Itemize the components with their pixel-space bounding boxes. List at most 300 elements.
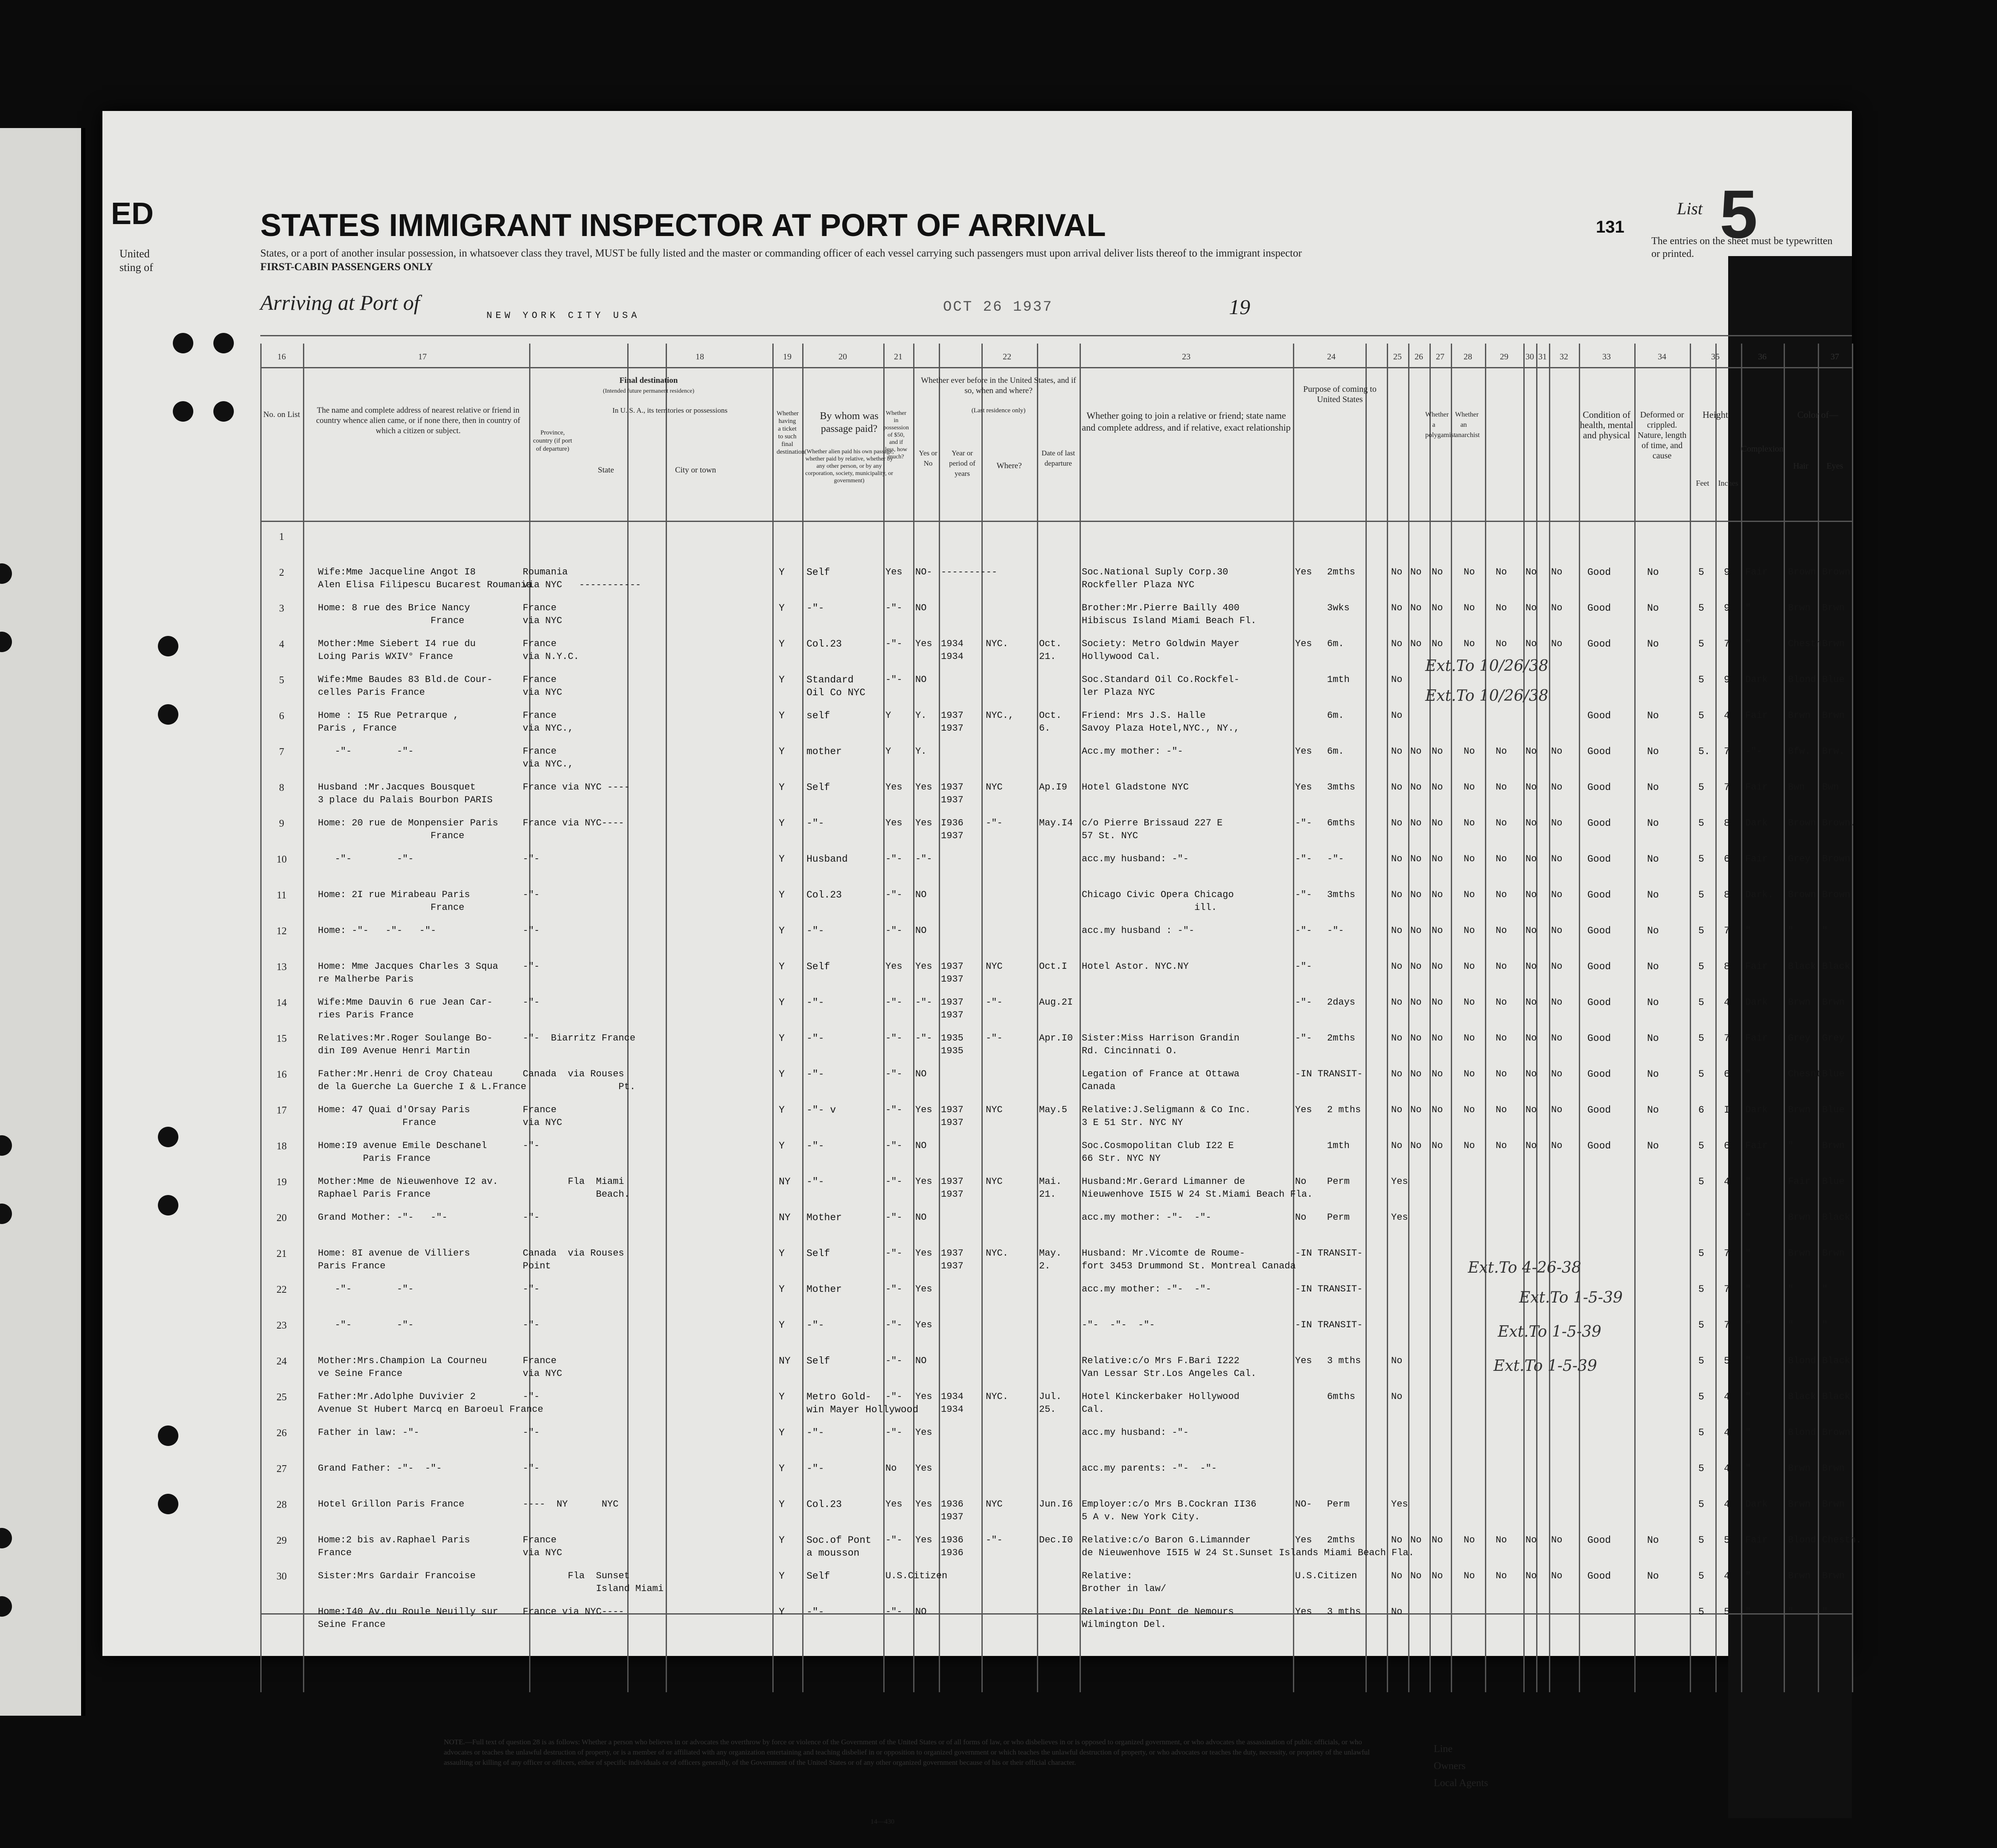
- row-number: 8: [279, 782, 284, 793]
- col29-cell: No: [1496, 1571, 1507, 1581]
- nearest-relative-cell: Hotel Grillon Paris France: [318, 1499, 465, 1510]
- hair-cell: ": [1788, 1140, 1794, 1151]
- header-hair: Hair: [1793, 461, 1808, 471]
- complexion-cell: Dark.: [1745, 889, 1774, 900]
- row-number: 1: [279, 531, 284, 542]
- fifty-dollars-cell: No: [885, 1463, 897, 1474]
- column-rule: [1818, 344, 1819, 1692]
- anarchist-cell: No: [1410, 925, 1422, 936]
- health-cell: Good: [1587, 889, 1611, 901]
- header-before-us: Whether ever before in the United States, and if so, when and where?: [921, 376, 1076, 395]
- col28-cell: No: [1464, 1105, 1475, 1115]
- punch-hole: [0, 1204, 12, 1224]
- polygamist-cell: No: [1391, 638, 1403, 649]
- punch-hole: [158, 636, 178, 656]
- passage-paid-cell: Self: [806, 782, 830, 793]
- stay-cell: 2mths: [1327, 1033, 1356, 1044]
- hair-cell: Grey: [1788, 854, 1811, 864]
- nearest-relative-cell: Wife:Mme Baudes 83 Bld.de Cour- celles Paris France: [318, 674, 493, 698]
- height-feet-cell: 5: [1698, 1427, 1704, 1438]
- purpose-cell: Yes: [1295, 567, 1312, 577]
- fifty-dollars-cell: -"-: [885, 1140, 902, 1151]
- before-us-cell: Yes: [915, 1499, 932, 1510]
- passage-paid-cell: -"-: [806, 925, 824, 936]
- polygamist-cell: No: [1391, 925, 1403, 936]
- height-feet-cell: 5: [1698, 1463, 1704, 1474]
- health-cell: Good: [1587, 746, 1611, 757]
- fifty-dollars-cell: -"-: [885, 1606, 902, 1617]
- col30-cell: No: [1525, 1535, 1537, 1545]
- passage-paid-cell: Self: [806, 961, 830, 972]
- eyes-cell: Blue: [1822, 1176, 1845, 1187]
- join-relative-cell: Brother:Mr.Pierre Bailly 400 Hibiscus Island Miami Beach Fl.: [1082, 603, 1257, 626]
- height-inches-cell: 4: [1724, 1391, 1730, 1402]
- column-rule: [529, 344, 530, 1692]
- height-inches-cell: 4: [1724, 710, 1730, 721]
- join-relative-cell: Relative:J.Seligmann & Co Inc. 3 E 51 Str. NYC NY: [1082, 1105, 1251, 1128]
- header-bottom-border: [260, 521, 1852, 522]
- column-number: 37: [1831, 352, 1839, 361]
- col30-cell: No: [1525, 638, 1537, 649]
- col28-cell: No: [1464, 1571, 1475, 1581]
- col29-cell: No: [1496, 567, 1507, 577]
- row-number: 22: [277, 1284, 287, 1295]
- ticket-cell: Y: [779, 1248, 785, 1259]
- handwritten-extension: Ext.To 1-5-39: [1519, 1289, 1623, 1306]
- nearest-relative-cell: Mother:Mrs.Champion La Courneu ve Seine France: [318, 1355, 487, 1379]
- header-state: State: [598, 466, 614, 475]
- passage-paid-cell: Husband: [806, 854, 848, 865]
- deformed-cell: No: [1647, 961, 1659, 972]
- eyes-cell: Black: [1822, 961, 1851, 972]
- header-polygamist: Whether a polygamist: [1425, 411, 1456, 439]
- destination-cell: France via NYC: [523, 674, 562, 698]
- complexion-cell: Fair: [1745, 567, 1768, 577]
- hair-cell: Brwn: [1788, 1571, 1811, 1581]
- before-us-cell: -"-: [915, 854, 932, 864]
- before-us-cell: NO: [915, 925, 927, 936]
- join-relative-cell: Relative: Brother in law/: [1082, 1571, 1167, 1594]
- where-cell: NYC.: [986, 638, 1008, 649]
- date-left-cell: Oct. 6.: [1039, 710, 1062, 734]
- column-number: 32: [1560, 352, 1568, 361]
- passage-paid-cell: Col.23: [806, 1499, 842, 1510]
- col31-cell: No: [1551, 603, 1563, 613]
- eyes-cell: Blue: [1822, 674, 1845, 685]
- col30-cell: No: [1525, 854, 1537, 864]
- row-number: 20: [277, 1213, 287, 1224]
- ticket-cell: Y: [779, 1499, 785, 1510]
- punch-hole: [158, 1195, 178, 1215]
- eyes-cell: ": [1822, 1606, 1828, 1617]
- col30-cell: No: [1525, 1069, 1537, 1079]
- health-cell: Good: [1587, 818, 1611, 829]
- fifty-dollars-cell: Y: [885, 710, 891, 721]
- fifty-dollars-cell: Yes: [885, 567, 902, 577]
- eyes-cell: ": [1822, 1320, 1828, 1330]
- col29-cell: No: [1496, 1069, 1507, 1079]
- join-relative-cell: Friend: Mrs J.S. Halle Savoy Plaza Hotel,NYC., NY.,: [1082, 710, 1240, 734]
- date-left-cell: Jul. 25.: [1039, 1391, 1062, 1415]
- eyes-cell: Brown: [1822, 567, 1851, 577]
- arriving-label: Arriving at Port of: [260, 291, 420, 315]
- ticket-cell: Y: [779, 1606, 785, 1618]
- col29-cell: No: [1496, 1105, 1507, 1115]
- col29-cell: No: [1496, 818, 1507, 828]
- ticket-cell: Y: [779, 1284, 785, 1295]
- height-feet-cell: 5: [1698, 1284, 1704, 1295]
- header-ticket: Whether having a ticket to such final destination: [777, 410, 805, 455]
- col27-cell: No: [1432, 1069, 1443, 1079]
- before-us-cell: Yes: [915, 1105, 932, 1115]
- col27-cell: No: [1432, 818, 1443, 828]
- polygamist-cell: Yes: [1391, 1499, 1408, 1510]
- join-relative-cell: Hotel Gladstone NYC: [1082, 782, 1189, 793]
- page-number: 131: [1596, 218, 1624, 236]
- health-cell: Good: [1587, 1571, 1611, 1582]
- join-relative-cell: acc.my husband: -"-: [1082, 1427, 1189, 1438]
- complexion-cell: Fair: [1745, 854, 1768, 864]
- destination-cell: -"-: [523, 1140, 540, 1151]
- deformed-cell: No: [1647, 1140, 1659, 1151]
- hair-cell: ": [1788, 1320, 1794, 1330]
- join-relative-cell: acc.my mother: -"- -"-: [1082, 1212, 1211, 1223]
- ticket-cell: Y: [779, 1033, 785, 1044]
- complexion-cell: Dark: [1745, 818, 1768, 828]
- eyes-cell: Blue: [1822, 1069, 1845, 1079]
- fifty-dollars-cell: -"-: [885, 854, 902, 864]
- destination-cell: France via NYC.,: [523, 710, 573, 734]
- column-rule: [802, 344, 803, 1692]
- col27-cell: No: [1432, 1571, 1443, 1581]
- purpose-cell: -"-: [1295, 818, 1312, 828]
- height-feet-cell: 5: [1698, 674, 1704, 685]
- row-number: 17: [277, 1105, 287, 1116]
- footer-line-label: Line: [1434, 1743, 1453, 1755]
- row-number: 13: [277, 962, 287, 973]
- passage-paid-cell: self: [806, 710, 830, 721]
- passage-paid-cell: -"-: [806, 997, 824, 1008]
- purpose-cell: U.S.Citizen: [1295, 1571, 1357, 1581]
- date-left-cell: Oct.I: [1039, 961, 1068, 972]
- destination-cell: -"-: [523, 961, 540, 972]
- col28-cell: No: [1464, 1033, 1475, 1044]
- header-where: Where?: [996, 461, 1022, 470]
- height-feet-cell: 5: [1698, 961, 1704, 972]
- deformed-cell: No: [1647, 638, 1659, 650]
- header-province: Province, country (if port of departure): [533, 429, 572, 452]
- hair-cell: Bwn: [1788, 782, 1805, 793]
- row-number: 14: [277, 997, 287, 1009]
- before-us-cell: NO: [915, 1606, 927, 1617]
- nearest-relative-cell: Home: -"- -"- -"-: [318, 925, 437, 936]
- hair-cell: Black: [1788, 1391, 1817, 1402]
- row-number: 24: [277, 1356, 287, 1367]
- eyes-cell: Black: [1822, 1355, 1851, 1366]
- height-feet-cell: 5: [1698, 1248, 1704, 1259]
- handwritten-extension: Ext.To 10/26/38: [1425, 657, 1549, 675]
- complexion-cell: Fair: [1745, 1535, 1768, 1545]
- fifty-dollars-cell: -"-: [885, 603, 902, 613]
- complexion-cell: ": [1745, 1427, 1751, 1438]
- column-number: 36: [1758, 352, 1767, 361]
- date-left-cell: May.5: [1039, 1105, 1068, 1115]
- where-cell: -"-: [986, 997, 1003, 1008]
- year-cell: 1937 1937: [941, 961, 964, 985]
- destination-cell: -"-: [523, 1212, 540, 1223]
- health-cell: Good: [1587, 1105, 1611, 1116]
- header-in-usa: In U. S. A., its territories or possessions: [612, 406, 728, 414]
- complexion-cell: ": [1745, 1571, 1751, 1581]
- col29-cell: No: [1496, 961, 1507, 972]
- passage-paid-cell: -"-: [806, 1069, 824, 1080]
- col28-cell: No: [1464, 854, 1475, 864]
- eyes-cell: Brwn: [1822, 1463, 1845, 1474]
- stay-cell: 6mths: [1327, 1391, 1356, 1402]
- row-number: 15: [277, 1033, 287, 1044]
- col27-cell: No: [1432, 1140, 1443, 1151]
- purpose-cell: -IN TRANSIT-: [1295, 1069, 1363, 1079]
- height-feet-cell: 5.: [1698, 746, 1710, 757]
- before-us-cell: NO: [915, 1212, 927, 1223]
- eyes-cell: ": [1822, 925, 1828, 936]
- hair-cell: Blond: [1788, 1427, 1817, 1438]
- hair-cell: Brwn: [1788, 1248, 1811, 1259]
- hair-cell: Chesnt: [1788, 1069, 1822, 1079]
- punch-hole: [0, 1135, 12, 1156]
- year-cell: 1937 1937: [941, 710, 964, 734]
- col28-cell: No: [1464, 746, 1475, 757]
- punch-hole: [173, 401, 193, 422]
- height-feet-cell: 5: [1698, 1606, 1704, 1618]
- complexion-cell: ": [1745, 1176, 1751, 1187]
- health-cell: Good: [1587, 603, 1611, 614]
- passage-paid-cell: Metro Gold- win Mayer Hollywood: [806, 1391, 919, 1415]
- ticket-cell: Y: [779, 1140, 785, 1151]
- row-number: 29: [277, 1535, 287, 1546]
- list-label: List: [1677, 199, 1703, 218]
- year-cell: 1937 1937: [941, 997, 964, 1020]
- health-cell: Good: [1587, 1069, 1611, 1080]
- height-feet-cell: 5: [1698, 1355, 1704, 1367]
- complexion-cell: -"-: [1745, 746, 1762, 757]
- fifty-dollars-cell: -"-: [885, 1033, 902, 1044]
- punch-hole: [213, 401, 234, 422]
- before-us-cell: Y.: [915, 746, 927, 757]
- column-rule: [913, 344, 914, 1692]
- port-name: NEW YORK CITY USA: [486, 310, 640, 321]
- before-us-cell: Yes: [915, 818, 932, 828]
- health-cell: Good: [1587, 1140, 1611, 1151]
- eyes-cell: Bwn: [1822, 782, 1839, 793]
- height-inches-cell: 7: [1724, 1284, 1730, 1295]
- column-rule: [1715, 344, 1717, 1692]
- eyes-cell: Brown: [1822, 854, 1851, 864]
- col31-cell: No: [1551, 1105, 1563, 1115]
- col27-cell: No: [1432, 782, 1443, 793]
- destination-cell: France via NYC ----: [523, 782, 630, 793]
- table-top-border: [260, 335, 1852, 336]
- stay-cell: 3mths: [1327, 782, 1356, 793]
- height-inches-cell: 7: [1724, 1320, 1730, 1331]
- col29-cell: No: [1496, 603, 1507, 613]
- eyes-cell: Grey: [1822, 1033, 1845, 1044]
- fifty-dollars-cell: Yes: [885, 818, 902, 828]
- join-relative-cell: acc.my mother: -"- -"-: [1082, 1284, 1211, 1294]
- punch-hole: [213, 333, 234, 353]
- where-cell: NYC.: [986, 1248, 1008, 1259]
- fifty-dollars-cell: -"-: [885, 925, 902, 936]
- purpose-cell: -"-: [1295, 854, 1312, 864]
- before-us-cell: NO: [915, 674, 927, 685]
- height-inches-cell: 9: [1724, 567, 1730, 578]
- fifty-dollars-cell: Yes: [885, 782, 902, 793]
- where-cell: NYC.: [986, 1391, 1008, 1402]
- purpose-cell: -"-: [1295, 925, 1312, 936]
- deformed-cell: No: [1647, 1033, 1659, 1044]
- col28-cell: No: [1464, 961, 1475, 972]
- fifty-dollars-cell: -"-: [885, 1248, 902, 1259]
- nearest-relative-cell: Home: 8 rue des Brice Nancy France: [318, 603, 470, 626]
- ticket-cell: Y: [779, 674, 785, 685]
- stay-cell: 6m.: [1327, 710, 1344, 721]
- col30-cell: No: [1525, 1105, 1537, 1115]
- height-feet-cell: 5: [1698, 1033, 1704, 1044]
- nearest-relative-cell: Home:2 bis av.Raphael Paris France: [318, 1535, 470, 1558]
- row-number: 16: [277, 1069, 287, 1080]
- purpose-cell: Yes: [1295, 1535, 1312, 1545]
- column-number: 16: [277, 352, 286, 361]
- column-rule: [1784, 344, 1785, 1692]
- year-cell: 1937 1937: [941, 1248, 964, 1271]
- ticket-cell: Y: [779, 1463, 785, 1474]
- row-number: 10: [277, 854, 287, 865]
- col28-cell: No: [1464, 782, 1475, 793]
- height-inches-cell: 6: [1724, 1069, 1730, 1080]
- anarchist-cell: No: [1410, 961, 1422, 972]
- anarchist-cell: No: [1410, 997, 1422, 1008]
- col27-cell: No: [1432, 567, 1443, 577]
- before-us-cell: NO: [915, 1140, 927, 1151]
- col28-cell: No: [1464, 889, 1475, 900]
- ticket-cell: NY: [779, 1176, 791, 1187]
- join-relative-cell: Soc.Standard Oil Co.Rockfel- ler Plaza NYC: [1082, 674, 1240, 698]
- complexion-cell: Fair: [1745, 1033, 1768, 1044]
- header-passage: By whom was passage paid?: [820, 411, 879, 434]
- eyes-cell: Brwn: [1822, 1140, 1845, 1151]
- fifty-dollars-cell: -"-: [885, 1320, 902, 1330]
- join-relative-cell: Relative:Du Pont de Nemours Wilmington Del.: [1082, 1606, 1234, 1630]
- ticket-cell: NY: [779, 1212, 791, 1223]
- stay-cell: 1mth: [1327, 1140, 1350, 1151]
- nearest-relative-cell: Home: Mme Jacques Charles 3 Squa re Malherbe Paris: [318, 961, 498, 985]
- join-relative-cell: Chicago Civic Opera Chicago ill.: [1082, 889, 1234, 913]
- deformed-cell: No: [1647, 1535, 1659, 1546]
- col27-cell: No: [1432, 889, 1443, 900]
- height-feet-cell: 5: [1698, 782, 1704, 793]
- row-number: 11: [277, 890, 287, 901]
- anarchist-cell: No: [1410, 746, 1422, 757]
- header-yes-no: Yes or No: [919, 449, 937, 467]
- table-bottom-border: [260, 1613, 1852, 1615]
- complexion-cell: Dark: [1745, 997, 1768, 1008]
- before-us-cell: Yes: [915, 1427, 932, 1438]
- before-us-cell: Y.: [915, 710, 927, 721]
- row-number: 6: [279, 711, 284, 722]
- join-relative-cell: Relative:c/o Mrs F.Bari I222 Van Lessar Str.Los Angeles Cal.: [1082, 1355, 1257, 1379]
- where-cell: -"-: [986, 1535, 1003, 1545]
- col28-cell: No: [1464, 1140, 1475, 1151]
- column-rule: [1634, 344, 1636, 1692]
- stay-cell: 3mths: [1327, 889, 1356, 900]
- col29-cell: No: [1496, 1140, 1507, 1151]
- join-relative-cell: Husband:Mr.Gerard Limanner de Nieuwenhove I5I5 W 24 St.Miami Beach Fla.: [1082, 1176, 1313, 1200]
- anarchist-cell: No: [1410, 889, 1422, 900]
- col27-cell: No: [1432, 1535, 1443, 1545]
- header-divider: [260, 367, 1852, 368]
- col28-cell: No: [1464, 997, 1475, 1008]
- stay-cell: 2mths: [1327, 1535, 1356, 1545]
- row-number: 19: [277, 1177, 287, 1188]
- deformed-cell: No: [1647, 782, 1659, 793]
- anarchist-cell: No: [1410, 603, 1422, 613]
- hair-cell: Brown: [1788, 889, 1817, 900]
- destination-cell: France via NYC: [523, 1535, 562, 1558]
- join-relative-cell: Soc.Cosmopolitan Club I22 E 66 Str. NYC NY: [1082, 1140, 1234, 1164]
- passage-paid-cell: -"-: [806, 1033, 824, 1044]
- col27-cell: No: [1432, 925, 1443, 936]
- height-feet-cell: 6: [1698, 1105, 1704, 1116]
- nearest-relative-cell: -"- -"-: [318, 854, 414, 864]
- fifty-dollars-cell: -"-: [885, 889, 902, 900]
- column-rule: [939, 344, 940, 1692]
- fifty-dollars-cell: Yes: [885, 1499, 902, 1510]
- height-inches-cell: 6: [1724, 854, 1730, 865]
- column-rule: [1387, 344, 1388, 1692]
- eyes-cell: Brwn: [1822, 710, 1845, 721]
- height-inches-cell: 9: [1724, 603, 1730, 614]
- height-inches-cell: 8: [1724, 961, 1730, 972]
- col31-cell: No: [1551, 854, 1563, 864]
- stay-cell: Perm: [1327, 1176, 1350, 1187]
- eyes-cell: Brwn: [1822, 1499, 1845, 1510]
- height-inches-cell: 5: [1724, 1355, 1730, 1367]
- punch-hole: [0, 1528, 12, 1548]
- col27-cell: No: [1432, 1105, 1443, 1115]
- column-number: 22: [1003, 352, 1011, 361]
- complexion-cell: ": [1745, 638, 1751, 649]
- complexion-cell: Dark: [1745, 674, 1768, 685]
- before-us-cell: -"-: [915, 997, 932, 1008]
- column-rule: [1549, 344, 1550, 1692]
- height-inches-cell: 7: [1724, 925, 1730, 936]
- col31-cell: No: [1551, 961, 1563, 972]
- passage-paid-cell: -"-: [806, 1320, 824, 1331]
- before-us-cell: NO: [915, 1069, 927, 1079]
- date-stamp: OCT 26 1937: [943, 299, 1053, 315]
- column-number: 31: [1538, 352, 1547, 361]
- anarchist-cell: No: [1410, 1069, 1422, 1079]
- passage-paid-cell: Self: [806, 1355, 830, 1367]
- purpose-cell: No: [1295, 1212, 1307, 1223]
- row-number: 28: [277, 1499, 287, 1510]
- height-feet-cell: 5: [1698, 889, 1704, 901]
- row-number: 23: [277, 1320, 287, 1331]
- polygamist-cell: No: [1391, 1571, 1403, 1581]
- before-us-cell: Yes: [915, 1176, 932, 1187]
- height-inches-cell: 7: [1724, 746, 1730, 757]
- height-inches-cell: 4: [1724, 1499, 1730, 1510]
